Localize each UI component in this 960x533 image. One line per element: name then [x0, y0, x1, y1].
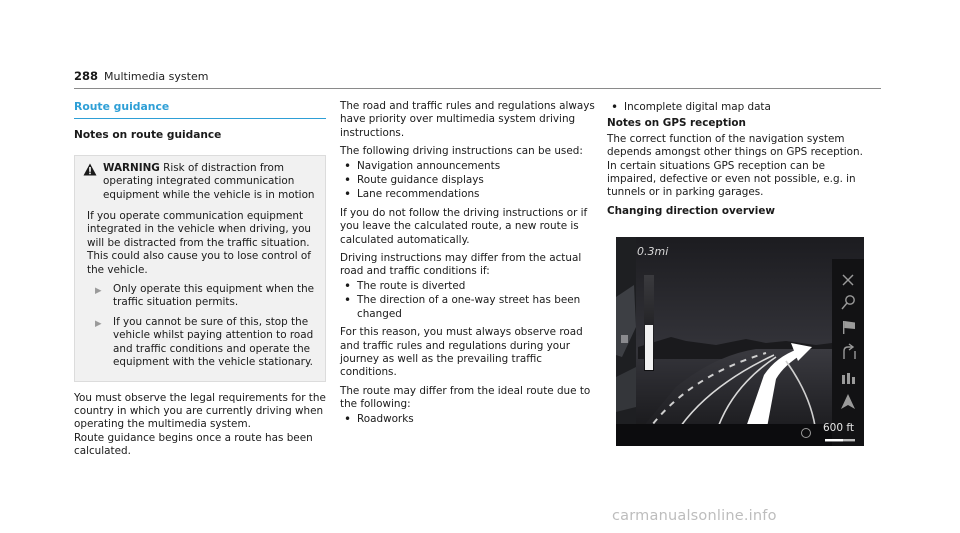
header-rule [74, 88, 881, 89]
warning-headline: Risk of distraction from operating integrated communication equipment while the vehicle is in motion [103, 161, 315, 201]
warning-item [83, 316, 317, 370]
section-title: Route guidance [74, 100, 326, 119]
list-item: • The route is diverted [340, 280, 596, 293]
warning-item [83, 283, 317, 310]
overview-heading: Changing direction overview [607, 204, 775, 217]
page-header [74, 69, 208, 87]
play-arrow-icon: ▶ [95, 286, 102, 297]
paragraph: The road and traffic rules and regulations always have priority over multimedia system driving instructions. [340, 100, 595, 139]
list-item: • Incomplete digital map data [607, 101, 867, 114]
conditions-list [340, 280, 596, 321]
column-3 [607, 100, 867, 220]
warning-triangle-icon [83, 162, 97, 202]
list-item: • The direction of a one-way street has been changed [340, 294, 596, 321]
paragraph: Driving instructions may differ from the actual road and traffic conditions if: [340, 252, 582, 278]
reasons-list-continued [607, 101, 867, 114]
warning-word: WARNING [103, 161, 160, 174]
subtitle: Notes on route guidance [74, 129, 222, 142]
column-1 [74, 100, 326, 464]
instructions-list [340, 160, 596, 202]
watermark: carmanualsonline.info [612, 508, 777, 524]
paragraph: Route guidance begins once a route has been calculated. [74, 431, 313, 458]
warning-item-text: If you cannot be sure of this, stop the vehicle whilst paying attention to road and traffic conditions and operate the equipment with the vehicle stationary. [113, 315, 314, 369]
warning-heading [103, 162, 317, 202]
page-number: 288 [74, 69, 99, 83]
play-arrow-icon: ▶ [95, 318, 102, 329]
warning-body: If you operate communication equipment integrated in the vehicle when driving, you will be distracted from the traffic situation. This could also cause you to lose control of the vehicle. [87, 210, 312, 276]
paragraph: For this reason, you must always observe road and traffic rules and regulations during your journey as well as the prevailing traffic conditions. [340, 326, 583, 379]
list-item: • Route guidance displays [340, 174, 596, 187]
section-name: Multimedia system [104, 70, 209, 83]
navigation-screen-image [616, 237, 864, 446]
top-distance-label: 0.3mi [637, 245, 669, 258]
warning-item-text: Only operate this equipment when the traffic situation permits. [113, 283, 315, 309]
list-item: • Roadworks [340, 413, 596, 426]
paragraph: You must observe the legal requirements for the country in which you are currently driving when operating the multimedia system. [74, 391, 326, 431]
list-item: • Lane recommendations [340, 188, 596, 201]
reasons-list [340, 413, 596, 426]
paragraph: The route may differ from the ideal route due to the following: [340, 384, 591, 411]
paragraph: The correct function of the navigation system depends amongst other things on GPS reception. In certain situations GPS reception can be impaired, defective or even not possible, e.g. in tunnels or in parking garages. [607, 132, 863, 199]
list-item: • Navigation announcements [340, 160, 596, 173]
paragraph: If you do not follow the driving instructions or if you leave the calculated route, a new route is calculated automatically. [340, 206, 588, 246]
paragraph: The following driving instructions can be used: [340, 145, 583, 158]
bottom-distance-label: 600 ft [822, 422, 854, 434]
warning-box [74, 155, 326, 382]
column-2 [340, 100, 596, 431]
gps-heading: Notes on GPS reception [607, 117, 746, 130]
